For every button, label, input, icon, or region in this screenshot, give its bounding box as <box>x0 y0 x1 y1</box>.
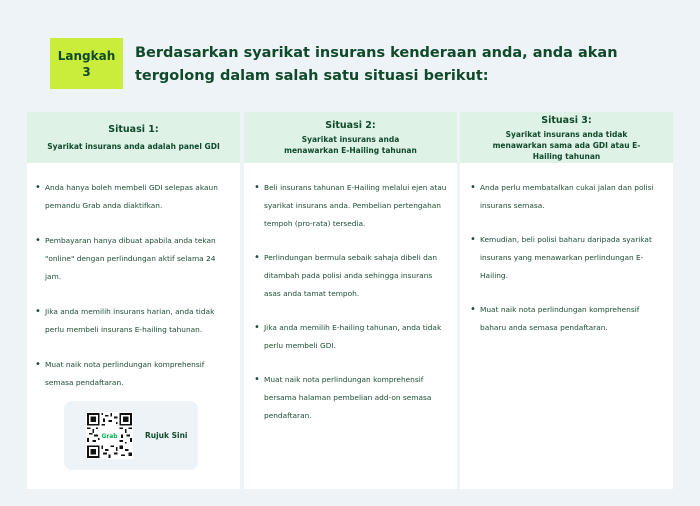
step-badge <box>50 38 123 89</box>
list-item: • Perlindungan bermula sebaik sahaja dibeli dan ditambah pada polisi anda sehingga insurans asas anda tamat tempoh. <box>254 252 438 298</box>
step-title: Berdasarkan syarikat insurans kenderaan anda, anda akan tergolong dalam salah satu situasi berikut: <box>135 45 618 84</box>
situation-2-title: Situasi 2: <box>325 120 376 131</box>
list-item: • Pembayaran hanya dibuat apabila anda tekan "online" dengan perlindungan aktif selama 24 jam. <box>35 235 216 281</box>
list-item: • Kemudian, beli polisi baharu daripada syarikat insurans yang menawarkan perlindungan E-Hailing. <box>470 234 652 280</box>
list-item: • Muat naik nota perlindungan komprehensif semasa pendaftaran. <box>35 359 205 387</box>
list-item: • Anda perlu membatalkan cukai jalan dan polisi insurans semasa. <box>470 182 654 210</box>
list-item: • Jika anda memilih E-hailing tahunan, anda tidak perlu membeli GDI. <box>254 322 442 350</box>
situation-1-list <box>27 163 240 392</box>
list-item: • Beli insurans tahunan E-Hailing melalui ejen atau syarikat insurans anda. Pembelian pertengahan tempoh (pro-rata) tersedia. <box>254 182 447 228</box>
list-item: • Muat naik nota perlindungan komprehensif bersama halaman pembelian add-on semasa pendaftaran. <box>254 374 432 420</box>
list-item: • Anda hanya boleh membeli GDI selepas akaun pemandu Grab anda diaktifkan. <box>35 182 218 210</box>
situation-1-title: Situasi 1: <box>108 124 159 135</box>
qr-label[interactable]: Rujuk Sini <box>145 431 188 440</box>
situation-2-subtitle: Syarikat insurans anda menawarkan E-Hailing tahunan <box>284 135 417 155</box>
situation-1-header <box>27 112 240 163</box>
situation-2-list <box>244 163 457 425</box>
situation-2-header <box>244 112 457 163</box>
situation-1-subtitle: Syarikat insurans anda adalah panel GDI <box>47 142 220 151</box>
situation-2-card <box>244 112 457 489</box>
situation-3-title: Situasi 3: <box>541 114 592 126</box>
step-badge-word: Langkah <box>57 48 116 63</box>
qr-card[interactable] <box>64 401 198 470</box>
list-item: • Muat naik nota perlindungan komprehensif baharu anda semasa pendaftaran. <box>470 304 640 332</box>
qr-code-icon[interactable] <box>86 412 133 459</box>
situation-3-list <box>460 163 673 337</box>
list-item: • Jika anda memilih insurans harian, anda tidak perlu membeli insurans E-hailing tahunan. <box>35 306 215 334</box>
situation-3-subtitle: Syarikat insurans anda tidak menawarkan sama ada GDI atau E-Hailing tahunan <box>492 129 641 161</box>
qr-logo-text: Grab <box>101 432 118 440</box>
situation-3-card <box>460 112 673 489</box>
step-badge-number: 3 <box>82 64 91 79</box>
situation-3-header <box>460 112 673 163</box>
